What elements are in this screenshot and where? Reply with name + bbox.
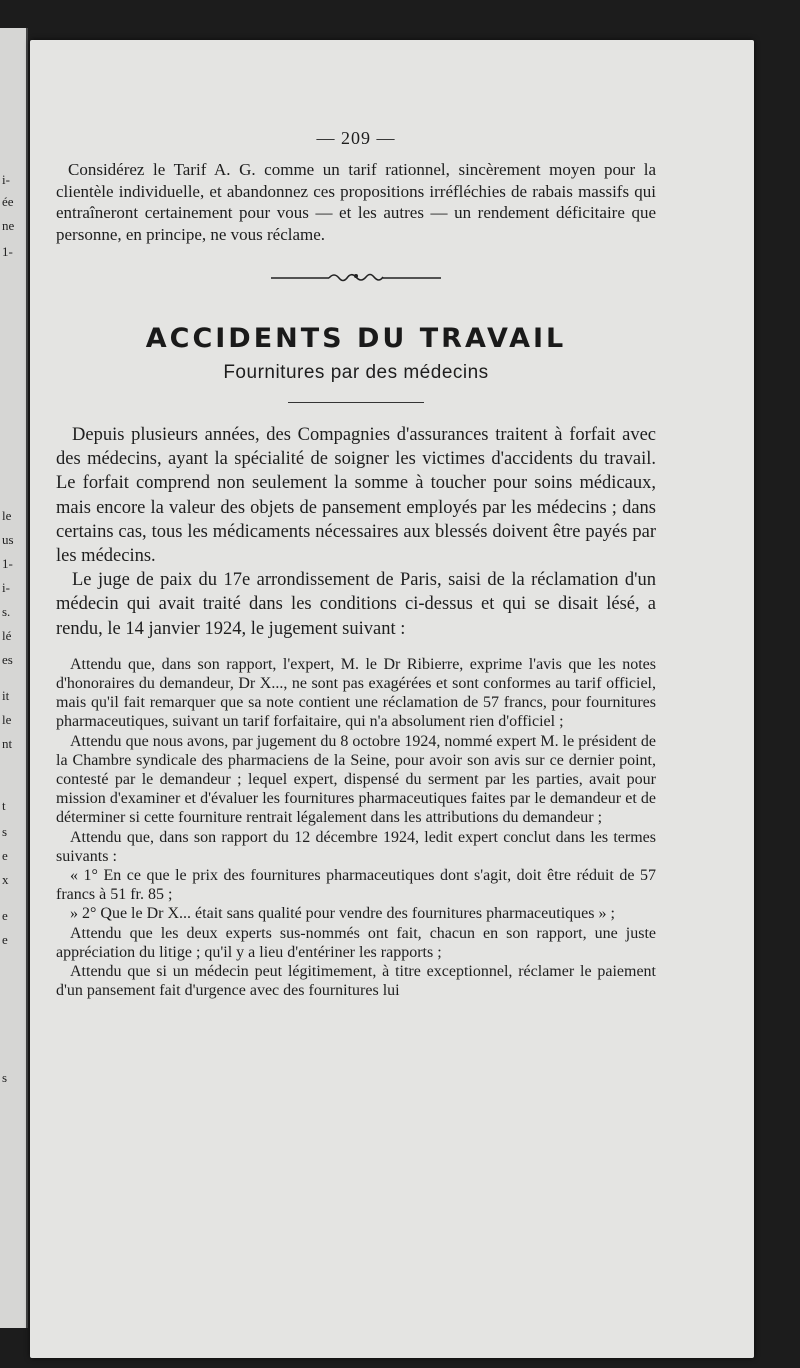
judgment-paragraph: Attendu que nous avons, par jugement du 8 octobre 1924, nommé expert M. le président de la Chambre syndicale des pharmaciens de la Seine, pour avoir son avis sur ce dernier point, contesté par le demandeur ; lequel expert, dispensé du serment par les parties, avait pour mission d'examiner et d'évaluer les fournitures pharmaceutiques faites par le demandeur et de déterminer si cette fourniture rentrait légalement dans les attributions du demandeur ;	[56, 732, 656, 827]
margin-fragment: x	[2, 872, 9, 887]
title-rule	[288, 402, 424, 403]
margin-fragment: us	[2, 532, 14, 547]
ornament-divider-icon	[271, 267, 441, 287]
margin-fragment: le	[2, 712, 12, 727]
intro-paragraph: Considérez le Tarif A. G. comme un tarif rationnel, sincèrement moyen pour la clientèle individuelle, et abandonnez ces propositions irréfléchies de rabais massifs qui entraîneront certainement pour vous — et les autres — un rendement déficitaire que personne, en principe, ne vous réclame.	[56, 160, 656, 244]
margin-fragment: ée	[2, 194, 14, 209]
section-title: ACCIDENTS DU TRAVAIL	[145, 323, 567, 354]
judgment-text	[56, 655, 656, 1001]
margin-fragment: it	[2, 688, 10, 703]
margin-fragment: i-	[2, 580, 10, 595]
body-paragraph: Le juge de paix du 17e arrondissement de Paris, saisi de la réclamation d'un médecin qui avait traité dans les conditions ci-dessus et qui se disait lésé, a rendu, le 14 janvier 1924, le jugement suivant :	[56, 570, 656, 639]
margin-fragment: t	[2, 798, 6, 813]
section-subtitle: Fournitures par des médecins	[223, 362, 489, 383]
margin-fragment: e	[2, 932, 8, 947]
judgment-paragraph: Attendu que les deux experts sus-nommés ont fait, chacun en son rapport, une juste appréciation du litige ; qu'il y a lieu d'entériner les rapports ;	[56, 924, 656, 961]
margin-fragment: s.	[2, 604, 11, 619]
margin-fragment: s	[2, 824, 8, 839]
margin-fragment: nt	[2, 736, 13, 751]
margin-fragment: e	[2, 908, 8, 923]
page-number: — 209 —	[316, 128, 396, 148]
judgment-paragraph: » 2° Que le Dr X... était sans qualité pour vendre des fournitures pharmaceutiques » ;	[70, 905, 615, 923]
judgment-paragraph: « 1° En ce que le prix des fournitures pharmaceutiques dont s'agit, doit être réduit de 57 francs à 51 fr. 85 ;	[56, 867, 656, 904]
margin-fragment: le	[2, 508, 12, 523]
body-paragraph: Depuis plusieurs années, des Compagnies d'assurances traitent à forfait avec des médecins, ayant la spécialité de soigner les victimes d'accidents du travail. Le forfait comprend non seulement la somme à toucher pour soins médicaux, mais encore la valeur des objets de pansement employés par les médecins ; dans certains cas, tous les médicaments nécessaires aux blessés doivent être payés par les médecins.	[56, 425, 656, 567]
judgment-paragraph: Attendu que, dans son rapport, l'expert, M. le Dr Ribierre, exprime l'avis que les notes d'honoraires du demandeur, Dr X..., ne sont pas exagérées et sont conformes au tarif officiel, mais qu'il fait remarquer que sa note contient une réclamation de 57 francs, pour fournitures pharmaceutiques, suivant un tarif forfaitaire, qui n'a absolument rien d'officiel ;	[56, 655, 656, 731]
judgment-paragraph: Attendu que, dans son rapport du 12 décembre 1924, ledit expert conclut dans les termes suivants :	[56, 828, 656, 865]
judgment-paragraph: Attendu que si un médecin peut légitimement, à titre exceptionnel, réclamer le paiement d'un pansement fait d'urgence avec des fournitures lui	[56, 963, 656, 1000]
margin-fragment: es	[2, 652, 13, 667]
document-page	[30, 40, 754, 1358]
margin-fragment: e	[2, 848, 8, 863]
margin-fragment: 1-	[2, 556, 13, 571]
margin-fragment: s	[2, 1070, 8, 1085]
margin-fragment: ne	[2, 218, 15, 233]
margin-fragment: i-	[2, 172, 10, 187]
margin-fragment: 1-	[2, 244, 13, 259]
page-content	[56, 128, 656, 1000]
margin-fragment: lé	[2, 628, 12, 643]
